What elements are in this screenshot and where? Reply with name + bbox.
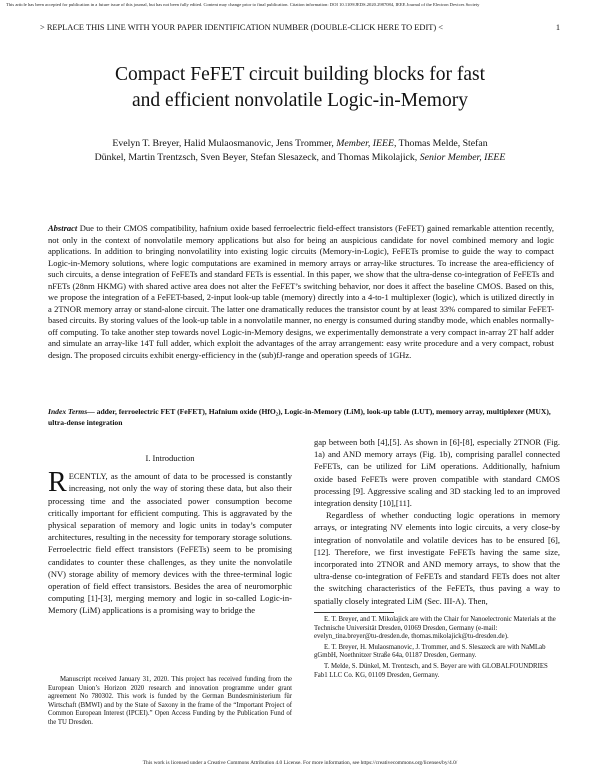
author-membership-2: Senior Member, IEEE bbox=[419, 151, 506, 163]
index-terms-text: — adder, ferroelectric FET (FeFET), Hafnium oxide (HfO₂), Logic-in-Memory (LiM), look-up table (LUT), memory array, multiplexer (MUX), ultra-dense integration bbox=[48, 407, 551, 427]
title-line-2: and efficient nonvolatile Logic-in-Memory bbox=[132, 90, 468, 111]
index-terms bbox=[48, 406, 554, 428]
paper-title bbox=[40, 62, 560, 114]
intro-paragraph-1-text: ECENTLY, as the amount of data to be processed is constantly increasing, not only the way of storing these data, but also their processing time and the associated power consumption become critically important for efficient computing. This is aggravated by the physical separation of memory and logic units in today’s computer architectures, resulting in the necessity for temporary storage solutions. Ferroelectric field effect transistors (FeFETs) seem to be promising candidates to counter these challenges, as they unite the nonvolatile (NV) storage ability of memory devices with the three-terminal logic operation of field effect transistors. Besides the area of neuromorphic computing [1]-[3], merging memory and logic in so-called Logic-in-Memory (LiM) applications is a promising way to bridge the bbox=[48, 471, 292, 616]
footnote-affiliation-3: T. Melde, S. Dünkel, M. Trentzsch, and S. Beyer are with GLOBALFOUNDRIES Fab1 LLC Co. KG, 01109 Dresden, Germany. bbox=[314, 662, 548, 679]
footnote-affiliation-2: E. T. Breyer, H. Mulaosmanovic, J. Trommer, and S. Slesazeck are with NaMLab gGmbH, Noethnitzer Straße 64a, 01187 Dresden, Germany. bbox=[314, 643, 546, 660]
running-header-text: > REPLACE THIS LINE WITH YOUR PAPER IDENTIFICATION NUMBER (DOUBLE-CLICK HERE TO EDIT) < bbox=[40, 23, 443, 32]
footnote-funding-text: Manuscript received January 31, 2020. This project has received funding from the European Union’s Horizon 2020 research and innovation programme under grant agreement No 780302. This work is funded by the German Bundesministerium für Wirtschaft (BMWI) and by the State of Saxony in the frame of the “Important Project of Common European Interest (IPCEI).” Open Access Funding by the Publication Fund of the TU Dresden. bbox=[48, 676, 292, 726]
intro-paragraph-2: gap between both [4],[5]. As shown in [6]-[8], especially 2TNOR (Fig. 1a) and AND memory arrays (Fig. 1b), comprising parallel connected FeFETs, can be utilized for LiM operations. Additionally, hafnium oxide based FeFETs were proven compatible with standard CMOS processing [9]. Aggressive scaling and 3D stacking led to an improved integration density [10],[11]. bbox=[314, 437, 560, 509]
publication-notice: This article has been accepted for publication in a future issue of this journal, but has not been fully edited. Content may change prior to final publication. Citation information: DOI 10.1109/JEDS.2020.2987084, IEEE Journal of the Electron Devices Society bbox=[6, 2, 480, 7]
license-notice: This work is licensed under a Creative Commons Attribution 4.0 License. For more information, see https://creativecommons.org/licenses/by/4.0/ bbox=[142, 760, 458, 766]
authors-text-2: Dünkel, Martin Trentzsch, Sven Beyer, Stefan Slesazeck, and Thomas Mikolajick, bbox=[94, 151, 418, 163]
section-heading-introduction: I. Introduction bbox=[145, 453, 195, 463]
footnote-affiliations bbox=[314, 616, 560, 682]
drop-cap: R bbox=[48, 467, 67, 499]
intro-paragraph-3: Regardless of whether conducting logic operations in memory arrays, or integrating NV elements into logic circuits, a very close-by integration of nonvolatile and volatile devices has to be ensured [6],[12]. Therefore, we first investigate FeFETs having the same size, incorporated into 2TNOR and AND memory arrays, to show that the ultra-dense co-integration of FeFETs and standard FETs does not alter the switching characteristics of the FeFETs, thus paving a way to spatially closely integrated LiM (Sec. III-A). Then, bbox=[314, 510, 560, 606]
abstract bbox=[48, 223, 554, 361]
abstract-label: Abstract bbox=[48, 223, 78, 233]
footnote-affiliation-1: E. T. Breyer, and T. Mikolajick are with the Chair for Nanoelectronic Materials at the Technische Universität Dresden, 01069 Dresden, Germany (e-mail: evelyn_tina.breyer@tu-dresden.de, thomas.mikolajick@tu-dresden.de). bbox=[314, 616, 556, 641]
author-membership-1: Member, IEEE bbox=[336, 138, 394, 149]
footnote-divider bbox=[314, 612, 394, 613]
authors-text-1: Evelyn T. Breyer, Halid Mulaosmanovic, Jens Trommer, bbox=[112, 138, 334, 149]
authors-text-1b: , Thomas Melde, Stefan bbox=[393, 138, 488, 149]
footnote-funding bbox=[48, 676, 292, 728]
author-list bbox=[64, 137, 536, 164]
page-number: 1 bbox=[555, 23, 560, 32]
running-header bbox=[40, 22, 560, 33]
right-column bbox=[314, 436, 560, 607]
index-terms-label: Index Terms bbox=[48, 407, 88, 416]
intro-paragraph-1 bbox=[48, 467, 292, 616]
abstract-text: Due to their CMOS compatibility, hafnium oxide based ferroelectric field-effect transistors (FeFET) gained remarkable attention recently, not only in the context of nonvolatile memory applications but also for being an auspicious candidate for novel combined memory and logic applications. In addition to bringing nonvolatility into existing logic circuits (Memory-in-Logic), FeFETs promise to guide the way to compact Logic-in-Memory solutions, where logic computations are examined in memory arrays or array-like structures. To increase the area-efficiency of such circuits, a dense integration of FeFETs and standard FETs is essential. In this paper, we show that the ultra-dense co-integration of FeFETs and nFETs (28nm HKMG) with shared active area does not alter the FeFET’s switching behavior, nor does it affect the baseline CMOS. Based on this, we propose the integration of a FeFET-based, 2-input look-up table (memory) directly into a 4-to-1 multiplexer (logic), which is utilized directly in a 2TNOR memory array or stand-alone circuit. The latter one dramatically reduces the transistor count by at least 33% compared to similar FeFET-based circuits. By storing values of the look-up table in a nonvolatile manner, no energy is consumed during standby mode, which enables normally-off computing. To take another step towards novel Logic-in-Memory designs, we experimentally demonstrate a very compact in-array 2T half adder and simulate an array-like 14T full adder, which exploit the advantages of the array arrangement: easy write procedure and a very compact, robust design. The proposed circuits exhibit energy-efficiency in the (sub)fJ-range and operation speeds of 1GHz. bbox=[48, 223, 554, 360]
title-line-1: Compact FeFET circuit building blocks for fast bbox=[114, 64, 486, 85]
left-column bbox=[48, 452, 292, 617]
